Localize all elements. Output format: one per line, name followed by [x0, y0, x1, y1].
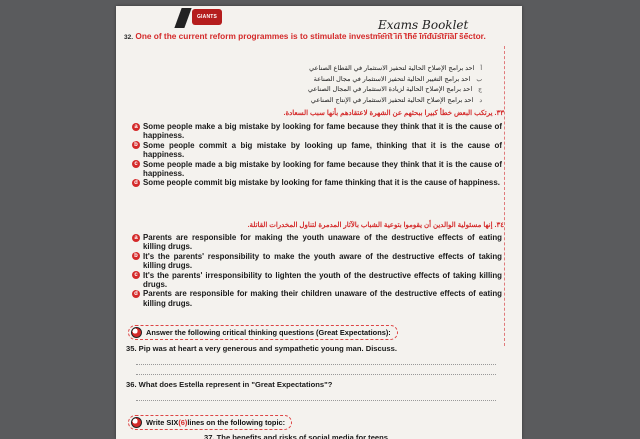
- ball-icon: [131, 417, 142, 428]
- booklet-title: Exams Booklet: [378, 18, 469, 32]
- option-b[interactable]: b Some people commit a big mistake by looking up fame, thinking that it is the cause of happiness.: [132, 141, 502, 160]
- margin-line: [504, 46, 506, 346]
- option-letter: a: [132, 123, 140, 131]
- option-letter: c: [132, 271, 140, 279]
- q33-arabic-question: ٣٣. يرتكب البعض خطأ كبيرا ببحثهم عن الشهرة لاعتقادهم بأنها سبب السعادة.: [283, 110, 504, 117]
- q34-arabic-question: ٣٤. إنها مسئولية الوالدين أن يقوموا بتوعية الشباب بالآثار المدمرة لتناول المخدرات القاتلة.: [247, 222, 504, 229]
- option-a[interactable]: a Some people make a big mistake by looking for fame because they think that it is the cause of happiness.: [132, 122, 502, 141]
- question-37: 37. The benefits and risks of social media for teens: [204, 433, 388, 439]
- arabic-option: ب احد برامج التغيير الحالية لتحفيز الاستثمار في مجال الصناعة: [313, 75, 482, 83]
- option-letter: d: [132, 290, 140, 298]
- giants-logo: GIANTS: [192, 9, 222, 25]
- question-number: 32.: [124, 34, 134, 41]
- option-c[interactable]: c It's the parents' irresponsibility to lighten the youth of the destructive effects of taking killing drugs.: [132, 271, 502, 290]
- option-b[interactable]: b It's the parents' responsibility to make the youth aware of the destructive effects of taking killing drugs.: [132, 252, 502, 271]
- ball-icon: [131, 327, 142, 338]
- critical-thinking-heading: Answer the following critical thinking questions (Great Expectations):: [128, 325, 398, 340]
- option-letter: c: [132, 160, 140, 168]
- option-letter: a: [132, 234, 140, 242]
- question-35: 35. Pip was at heart a very generous and sympathetic young man. Discuss.: [126, 344, 397, 353]
- logo-stripe: [174, 8, 191, 28]
- exam-page: [116, 6, 522, 439]
- question-32: [124, 32, 504, 43]
- answer-line: [136, 364, 496, 365]
- option-d[interactable]: d Parents are responsible for making their children unaware of the destructive effects of eating killing drugs.: [132, 289, 502, 308]
- answer-line: [136, 374, 496, 375]
- answer-line: [136, 400, 496, 401]
- arabic-option: د احد برامج الإصلاح الحالية لتحفيز الاستثمار في الإنتاج الصناعي: [310, 96, 482, 104]
- question-text: One of the current reform programmes is to stimulate investment in the industrial sector.: [135, 31, 486, 41]
- q32-arabic-options: [308, 64, 482, 106]
- writing-heading: Write SIX (6) lines on the following topic:: [128, 415, 292, 430]
- q33-options: [132, 122, 502, 188]
- arabic-option: أ احد برامج الإصلاح الحالية لتحفيز الاستثمار في القطاع الصناعي: [309, 65, 482, 72]
- arabic-option: ج احد برامج الإصلاح الحالية لزيادة الاستثمار في المجال الصناعي: [308, 86, 482, 93]
- question-36: 36. What does Estella represent in "Great Expectations"?: [126, 380, 333, 389]
- option-letter: b: [132, 252, 140, 260]
- option-letter: d: [132, 179, 140, 187]
- option-d[interactable]: d Some people commit big mistake by looking for fame thinking that it is the cause of happiness.: [132, 178, 502, 187]
- option-letter: b: [132, 141, 140, 149]
- option-c[interactable]: c Some people made a big mistake by looking for fame because they think that it is the cause of happiness.: [132, 160, 502, 179]
- option-a[interactable]: a Parents are responsible for making the youth unaware of the destructive effects of eating killing drugs.: [132, 233, 502, 252]
- q34-options: [132, 233, 502, 308]
